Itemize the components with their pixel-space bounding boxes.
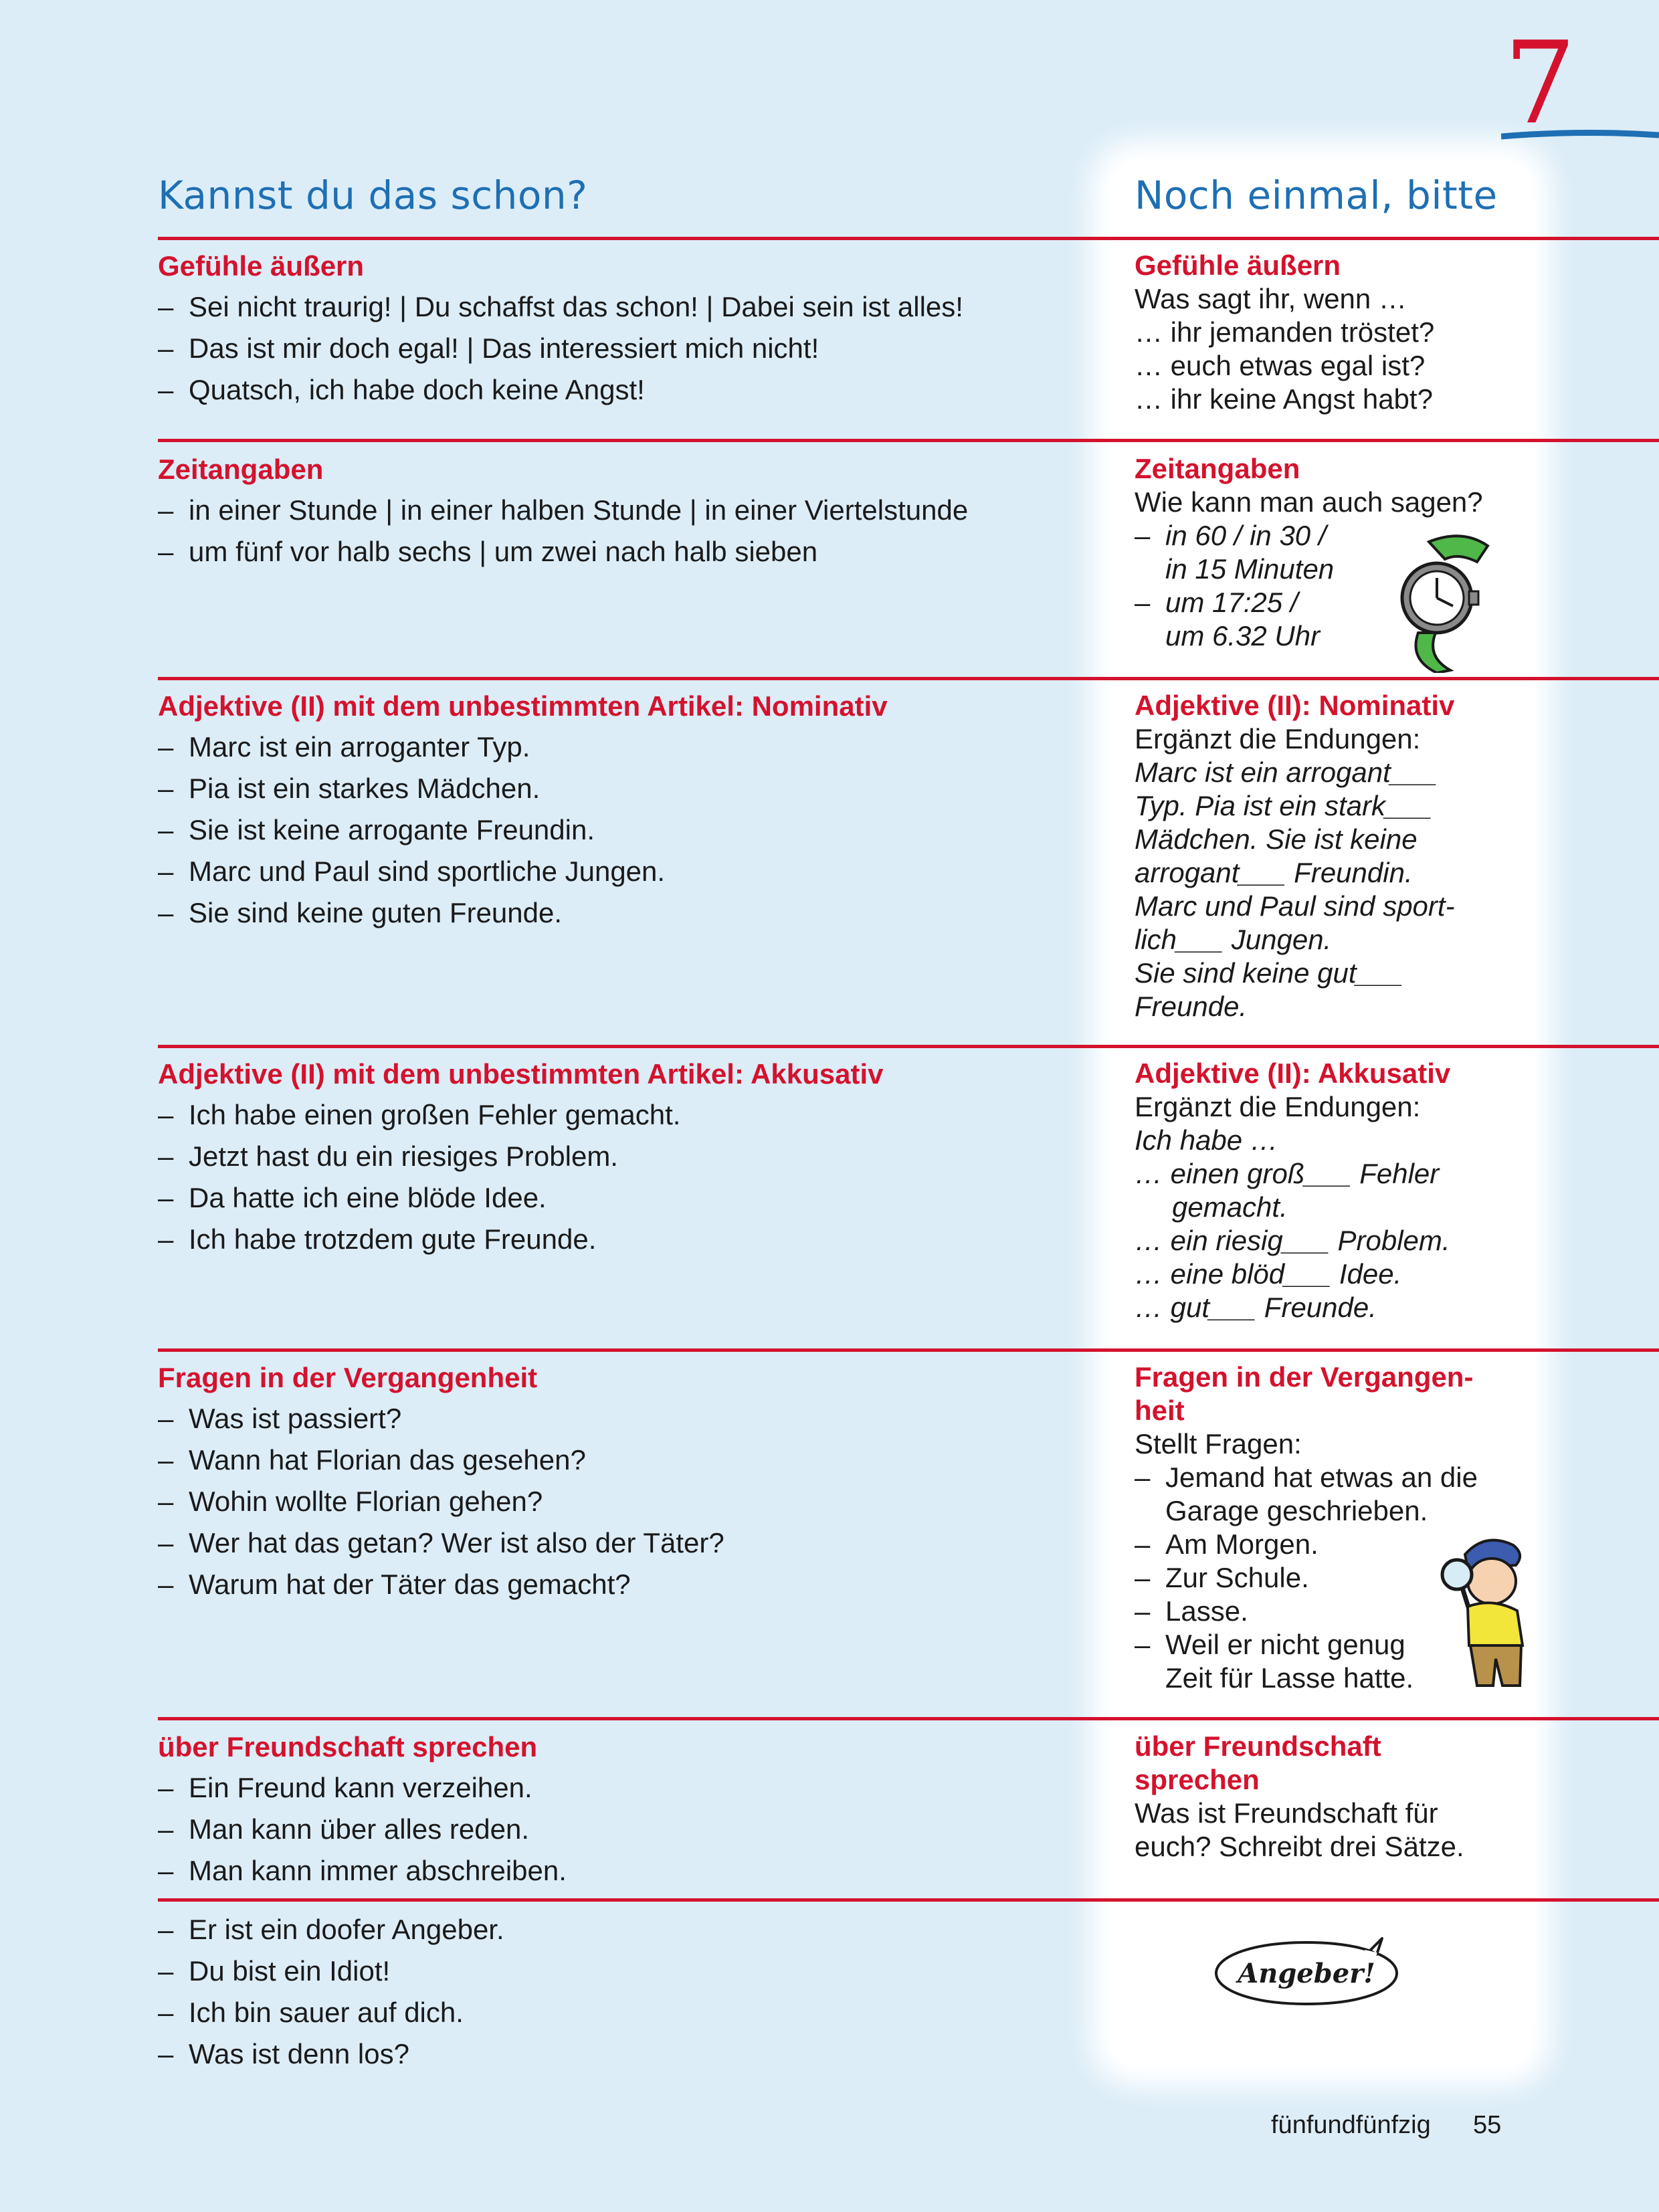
exercise-line: Was ist Freundschaft für — [1135, 1797, 1438, 1829]
list-item: – um fünf vor halb sechs | um zwei nach halb sieben — [158, 531, 1081, 573]
exercise-line: Marc und Paul sind sport- — [1135, 890, 1455, 922]
list-item: – Was ist denn los? — [158, 2033, 1081, 2075]
exercise-line: Ich habe … — [1135, 1124, 1278, 1156]
section-title: Adjektive (II): Akkusativ — [1135, 1058, 1451, 1089]
chapter-underline — [1501, 128, 1659, 140]
divider — [158, 677, 1659, 680]
section-time-left — [158, 449, 1081, 573]
exercise-line: Sie sind keine gut___ — [1135, 957, 1403, 989]
page-number: 55 — [1473, 2111, 1502, 2139]
exercise-line: … ihr jemanden tröstet? — [1135, 316, 1435, 348]
exercise-line: … eine blöd___ Idee. — [1135, 1258, 1402, 1290]
exercise-item: – Zur Schule. — [1135, 1562, 1309, 1593]
list-item: – Du bist ein Idiot! — [158, 1950, 1081, 1992]
exercise-line: … einen groß___ Fehler — [1135, 1158, 1440, 1189]
list-item: – Da hatte ich eine blöde Idee. — [158, 1177, 1081, 1219]
list-item: – Wann hat Florian das gesehen? — [158, 1439, 1081, 1481]
list-item: – Pia ist ein starkes Mädchen. — [158, 768, 1081, 809]
list-item: – Man kann über alles reden. — [158, 1809, 1081, 1850]
section-title: Adjektive (II): Nominativ — [1135, 690, 1455, 721]
exercise-item: – in 60 / in 30 / in 15 Minuten — [1135, 520, 1335, 585]
section-title: Gefühle äußern — [1135, 249, 1341, 281]
exercise-line: Typ. Pia ist ein stark___ — [1135, 790, 1433, 821]
exercise-line: Mädchen. Sie ist keine — [1135, 823, 1418, 855]
section-title: Zeitangaben — [158, 454, 324, 485]
wristwatch-illustration — [1389, 532, 1496, 673]
exercise-intro: Stellt Fragen: — [1135, 1428, 1302, 1460]
list-item: – Wohin wollte Florian gehen? — [158, 1481, 1081, 1522]
list-item: – Warum hat der Täter das gemacht? — [158, 1564, 1081, 1605]
section-feelings-right — [1135, 249, 1536, 416]
list-item: – Sie ist keine arrogante Freundin. — [158, 809, 1081, 851]
divider — [158, 1045, 1659, 1048]
list-item: – in einer Stunde | in einer halben Stunde | in einer Viertelstunde — [158, 490, 1081, 531]
divider — [158, 1898, 1659, 1902]
section-title: Fragen in der Vergangenheit — [158, 1362, 538, 1393]
exercise-item: – Am Morgen. — [1135, 1528, 1319, 1560]
exercise-line: … gut___ Freunde. — [1135, 1292, 1377, 1323]
section-title: Zeitangaben — [1135, 453, 1300, 484]
list-item: – Wer hat das getan? Wer ist also der Täter? — [158, 1522, 1081, 1564]
exercise-line: … ihr keine Angst habt? — [1135, 383, 1433, 415]
section-title: Fragen in der Vergangen- heit — [1135, 1361, 1474, 1426]
exercise-line: arrogant___ Freundin. — [1135, 857, 1413, 888]
list-item: – Ich habe einen großen Fehler gemacht. — [158, 1094, 1081, 1136]
right-heading: Noch einmal, bitte — [1135, 173, 1498, 218]
list-item: – Man kann immer abschreiben. — [158, 1850, 1081, 1892]
exercise-item: – Weil er nicht genug Zeit für Lasse hatte. — [1135, 1629, 1414, 1694]
exercise-line: gemacht. — [1172, 1191, 1288, 1223]
exercise-item: – Lasse. — [1135, 1595, 1248, 1627]
section-title: Adjektive (II) mit dem unbestimmten Artikel: Akkusativ — [158, 1058, 884, 1090]
left-heading: Kannst du das schon? — [158, 173, 588, 218]
list-item: – Das ist mir doch egal! | Das interessiert mich nicht! — [158, 328, 1081, 369]
divider — [158, 1348, 1659, 1352]
section-title: über Freundschaft sprechen — [1135, 1730, 1381, 1795]
section-nominative-right — [1135, 689, 1536, 1023]
divider — [158, 237, 1659, 240]
exercise-intro: Ergänzt die Endungen: — [1135, 723, 1421, 755]
bubble-text: Angeber! — [1238, 1958, 1375, 1989]
section-feelings-left — [158, 246, 1081, 411]
exercise-line: lich___ Jungen. — [1135, 924, 1332, 955]
section-friendship-left — [158, 1727, 1081, 1892]
list-item: – Quatsch, ich habe doch keine Angst! — [158, 369, 1081, 411]
exercise-line: Was sagt ihr, wenn … — [1135, 283, 1407, 314]
chapter-number: 7 — [1504, 17, 1577, 150]
list-item: – Marc und Paul sind sportliche Jungen. — [158, 851, 1081, 892]
detective-boy-illustration — [1438, 1528, 1532, 1688]
list-item: – Er ist ein doofer Angeber. — [158, 1909, 1081, 1950]
exercise-item: – um 17:25 / um 6.32 Uhr — [1135, 587, 1321, 651]
section-title: Gefühle äußern — [158, 250, 365, 282]
section-friendship-right — [1135, 1730, 1536, 1864]
divider — [158, 439, 1659, 442]
exercise-line: euch? Schreibt drei Sätze. — [1135, 1831, 1464, 1862]
list-item: – Sie sind keine guten Freunde. — [158, 892, 1081, 934]
section-insults-left — [158, 1909, 1081, 2075]
exercise-line: Marc ist ein arrogant___ — [1135, 757, 1438, 788]
exercise-line: … ein riesig___ Problem. — [1135, 1225, 1450, 1256]
section-title: über Freundschaft sprechen — [158, 1731, 538, 1763]
exercise-line: Freunde. — [1135, 991, 1248, 1022]
list-item: – Ich habe trotzdem gute Freunde. — [158, 1219, 1081, 1260]
exercise-line: … euch etwas egal ist? — [1135, 350, 1426, 381]
list-item: – Jetzt hast du ein riesiges Problem. — [158, 1136, 1081, 1177]
divider — [158, 1717, 1659, 1720]
section-past-questions-left — [158, 1358, 1081, 1605]
page-number-word: fünfundfünfzig — [1271, 2111, 1431, 2139]
list-item: – Ein Freund kann verzeihen. — [158, 1767, 1081, 1809]
exercise-intro: Ergänzt die Endungen: — [1135, 1091, 1421, 1122]
section-accusative-right — [1135, 1057, 1536, 1324]
exercise-item: – Jemand hat etwas an die Garage geschrieben. — [1135, 1462, 1478, 1526]
list-item: – Was ist passiert? — [158, 1398, 1081, 1439]
list-item: – Ich bin sauer auf dich. — [158, 1992, 1081, 2033]
section-title: Adjektive (II) mit dem unbestimmten Artikel: Nominativ — [158, 690, 888, 722]
list-item: – Marc ist ein arroganter Typ. — [158, 726, 1081, 768]
exercise-intro: Wie kann man auch sagen? — [1135, 486, 1483, 518]
speech-bubble — [1212, 1937, 1401, 2009]
section-accusative-left — [158, 1054, 1081, 1260]
list-item: – Sei nicht traurig! | Du schaffst das schon! | Dabei sein ist alles! — [158, 286, 1081, 328]
section-nominative-left — [158, 686, 1081, 934]
